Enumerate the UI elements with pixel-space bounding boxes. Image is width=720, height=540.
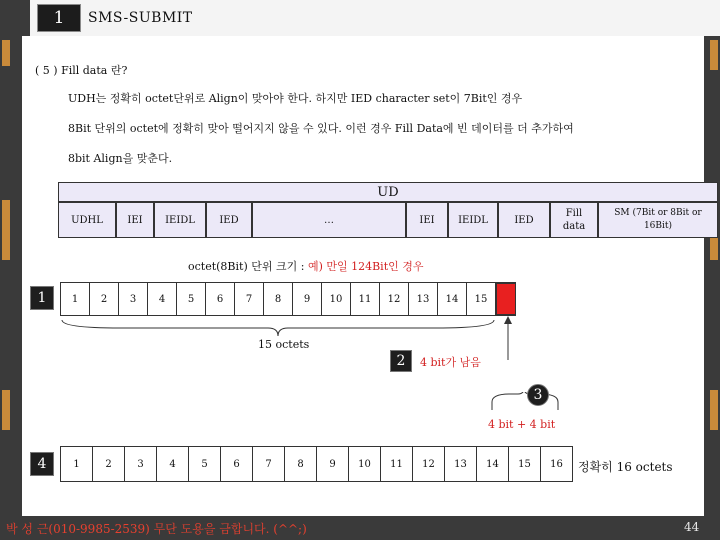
step-3-badge: 3 — [527, 384, 549, 406]
step-2-badge: 2 — [390, 350, 412, 372]
ud-field-iei-2: IEI — [406, 202, 448, 238]
octet-cell: 13 — [445, 447, 477, 481]
octet-cell: 5 — [189, 447, 221, 481]
octet-cell: 15 — [467, 283, 496, 315]
octet-cell: 16 — [541, 447, 573, 481]
right-rail — [704, 36, 720, 516]
octet-cell: 8 — [264, 283, 293, 315]
ud-field-udhl: UDHL — [58, 202, 116, 238]
intro-heading: ( 5 ) Fill data 란? — [35, 64, 128, 77]
left-rail-accent-3 — [2, 390, 10, 430]
intro-line-3: 8bit Align을 맞춘다. — [68, 152, 173, 165]
octet-cell: 9 — [293, 283, 322, 315]
octet-note-prefix: octet(8Bit) 단위 크기 : — [188, 260, 305, 273]
left-rail-accent-2 — [2, 200, 10, 260]
octet-cell: 1 — [61, 447, 93, 481]
slide-number-badge — [37, 4, 81, 32]
ud-field-ellipsis: … — [252, 202, 406, 238]
right-rail-accent-3 — [710, 390, 718, 430]
octet-note — [188, 258, 424, 274]
octet-cell: 6 — [221, 447, 253, 481]
ud-field-ieidl-2: IEIDL — [448, 202, 498, 238]
page-number: 44 — [684, 520, 700, 534]
row4-caption: 정확히 16 octets — [578, 460, 673, 474]
octet-cell: 5 — [177, 283, 206, 315]
octet-row-4 — [60, 446, 573, 482]
octet-cell: 14 — [438, 283, 467, 315]
octet-cell: 2 — [90, 283, 119, 315]
left-rail-accent-1 — [2, 40, 10, 66]
octet-cell: 1 — [61, 283, 90, 315]
step-3-brace — [490, 392, 560, 412]
octet-cell: 10 — [322, 283, 351, 315]
octet-cell: 12 — [413, 447, 445, 481]
octet-cell: 14 — [477, 447, 509, 481]
octet-cell: 9 — [317, 447, 349, 481]
remaining-bits-cell — [496, 283, 516, 315]
footer-credit: 박 성 근(010-9985-2539) 무단 도용을 금합니다. (^^;) — [6, 522, 307, 536]
octet-cell: 15 — [509, 447, 541, 481]
octet-note-example: 예) 만일 124Bit인 경우 — [307, 260, 424, 273]
step-3-text: 4 bit + 4 bit — [488, 418, 556, 431]
octet-cell: 13 — [409, 283, 438, 315]
left-rail — [0, 36, 22, 516]
octet-row-1 — [60, 282, 516, 316]
octet-cell: 7 — [253, 447, 285, 481]
octet-cell: 2 — [93, 447, 125, 481]
ud-field-sm: SM (7Bit or 8Bit or 16Bit) — [598, 202, 718, 238]
octet-cell: 11 — [351, 283, 380, 315]
row1-brace — [60, 318, 496, 338]
octet-cell: 12 — [380, 283, 409, 315]
octet-cell: 4 — [148, 283, 177, 315]
octet-cell: 8 — [285, 447, 317, 481]
ud-field-fill-data: Fill data — [550, 202, 598, 238]
octet-cell: 7 — [235, 283, 264, 315]
slide-number: 1 — [53, 8, 65, 28]
ud-field-ieidl: IEIDL — [154, 202, 206, 238]
intro-line-1: UDH는 정확히 octet단위로 Align이 맞아야 한다. 하지만 IED character set이 7Bit인 경우 — [68, 92, 523, 105]
octet-cell: 11 — [381, 447, 413, 481]
octet-cell: 3 — [119, 283, 148, 315]
ud-field-ied-2: IED — [498, 202, 550, 238]
step-2-text: 4 bit가 남음 — [420, 356, 481, 369]
step-2-arrow — [488, 316, 528, 366]
step-1-badge: 1 — [30, 286, 54, 310]
ud-field-ied: IED — [206, 202, 252, 238]
step-4-badge: 4 — [30, 452, 54, 476]
page-title: SMS-SUBMIT — [88, 10, 193, 26]
intro-line-2: 8Bit 단위의 octet에 정확히 맞아 떨어지지 않을 수 있다. 이런 경우 Fill Data에 빈 데이터를 더 추가하여 — [68, 122, 574, 135]
octet-cell: 6 — [206, 283, 235, 315]
ud-field-iei: IEI — [116, 202, 154, 238]
ud-fields — [58, 202, 718, 238]
row1-caption: 15 octets — [258, 338, 310, 351]
right-rail-accent-1 — [710, 40, 718, 70]
octet-cell: 4 — [157, 447, 189, 481]
octet-cell: 10 — [349, 447, 381, 481]
ud-header — [58, 182, 718, 202]
octet-cell: 3 — [125, 447, 157, 481]
ud-label: UD — [377, 184, 399, 200]
